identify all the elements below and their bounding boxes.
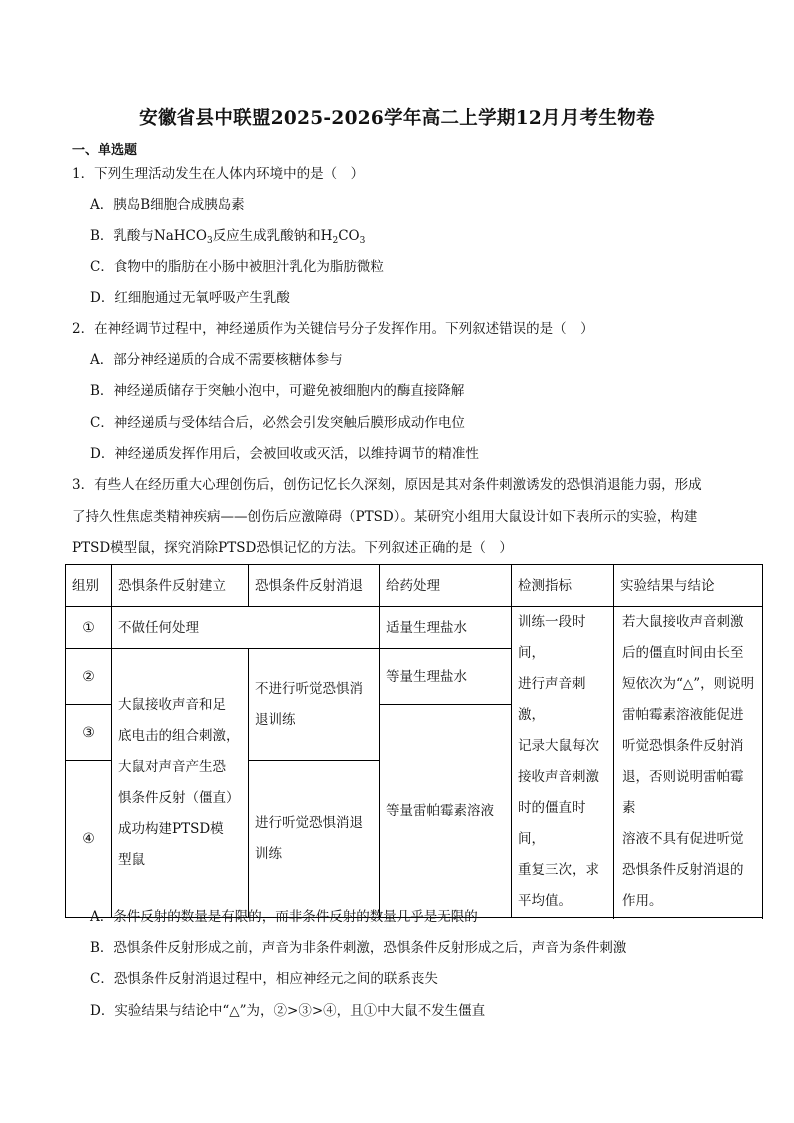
group-label: ④: [66, 761, 112, 918]
section-heading: 一、单选题: [72, 143, 138, 158]
drug-cell: 等量生理盐水: [380, 649, 512, 705]
result-cell: 若大鼠接收声音刺激 后的僵直时间由长至 短依次为“△”，则说明 雷帕霉素溶液能促进 听觉恐惧条件反射消 退，否则说明雷帕霉素 溶液不具有促进听觉 恐惧条件反射消退的 作用。: [614, 607, 763, 918]
question-2-stem: 2．在神经调节过程中，神经递质作为关键信号分子发挥作用。下列叙述错误的是（ ）: [72, 321, 594, 337]
question-1-option-a: A．胰岛B细胞合成胰岛素: [90, 197, 245, 213]
group-label: ③: [66, 705, 112, 761]
question-3-stem-line: PTSD模型鼠，探究消除PTSD恐惧记忆的方法。下列叙述正确的是（ ）: [72, 540, 513, 556]
experiment-table: [65, 564, 763, 918]
question-1-stem: 1．下列生理活动发生在人体内环境中的是（ ）: [72, 166, 365, 182]
question-1-option-d: D．红细胞通过无氧呼吸产生乳酸: [90, 290, 290, 306]
question-3-stem-line: 了持久性焦虑类精神疾病——创伤后应激障碍（PTSD）。某研究小组用大鼠设计如下表所示的实验，构建: [72, 509, 698, 525]
table-header-row: [66, 565, 763, 607]
build-model-cell: 大鼠接收声音和足 底电击的组合刺激， 大鼠对声音产生恐 惧条件反射（僵直） 成功构建PTSD模 型鼠: [112, 649, 249, 918]
question-1-option-b: B．乳酸与NaHCO$_3$反应生成乳酸钠和$H_2CO_3$: [90, 228, 366, 246]
no-extinction-cell: 不进行听觉恐惧消 退训练: [249, 649, 380, 761]
group-label: ②: [66, 649, 112, 705]
group-label: ①: [66, 607, 112, 649]
table-header-cell: 恐惧条件反射建立: [112, 565, 249, 607]
table-header-cell: 恐惧条件反射消退: [249, 565, 380, 607]
no-treatment-cell: 不做任何处理: [112, 607, 380, 649]
question-3-option-a: A．条件反射的数量是有限的，而非条件反射的数量几乎是无限的: [90, 909, 478, 925]
table-header-cell: 组别: [66, 565, 112, 607]
detection-cell: 训练一段时间， 进行声音刺激， 记录大鼠每次 接收声音刺激 时的僵直时间， 重复三次，求 平均值。: [512, 607, 614, 918]
question-3-stem-line: 3．有些人在经历重大心理创伤后，创伤记忆长久深刻，原因是其对条件刺激诱发的恐惧消退能力弱，形成: [72, 477, 702, 493]
question-2-option-d: D．神经递质发挥作用后，会被回收或灭活，以维持调节的精准性: [90, 446, 479, 462]
question-2-option-c: C．神经递质与受体结合后，必然会引发突触后膜形成动作电位: [90, 415, 465, 431]
question-3-option-b: B．恐惧条件反射形成之前，声音为非条件刺激，恐惧条件反射形成之后，声音为条件刺激: [90, 940, 627, 956]
drug-cell: 适量生理盐水: [380, 607, 512, 649]
table-header-cell: 检测指标: [512, 565, 614, 607]
question-2-option-b: B．神经递质储存于突触小泡中，可避免被细胞内的酶直接降解: [90, 383, 465, 399]
question-3-option-c: C．恐惧条件反射消退过程中，相应神经元之间的联系丧失: [90, 971, 438, 987]
question-2-option-a: A．部分神经递质的合成不需要核糖体参与: [90, 352, 343, 368]
table-header-cell: 给药处理: [380, 565, 512, 607]
table-row: [66, 607, 763, 649]
table-header-cell: 实验结果与结论: [614, 565, 763, 607]
page-title: 安徽省县中联盟2025-2026学年高二上学期12月月考生物卷: [139, 108, 655, 129]
extinction-cell: 进行听觉恐惧消退 训练: [249, 761, 380, 918]
drug-rapamycin-cell: 等量雷帕霉素溶液: [380, 705, 512, 918]
question-3-option-d: D．实验结果与结论中“△”为，②>③>④，且①中大鼠不发生僵直: [90, 1003, 486, 1019]
question-1-option-c: C．食物中的脂肪在小肠中被胆汁乳化为脂肪微粒: [90, 259, 384, 275]
